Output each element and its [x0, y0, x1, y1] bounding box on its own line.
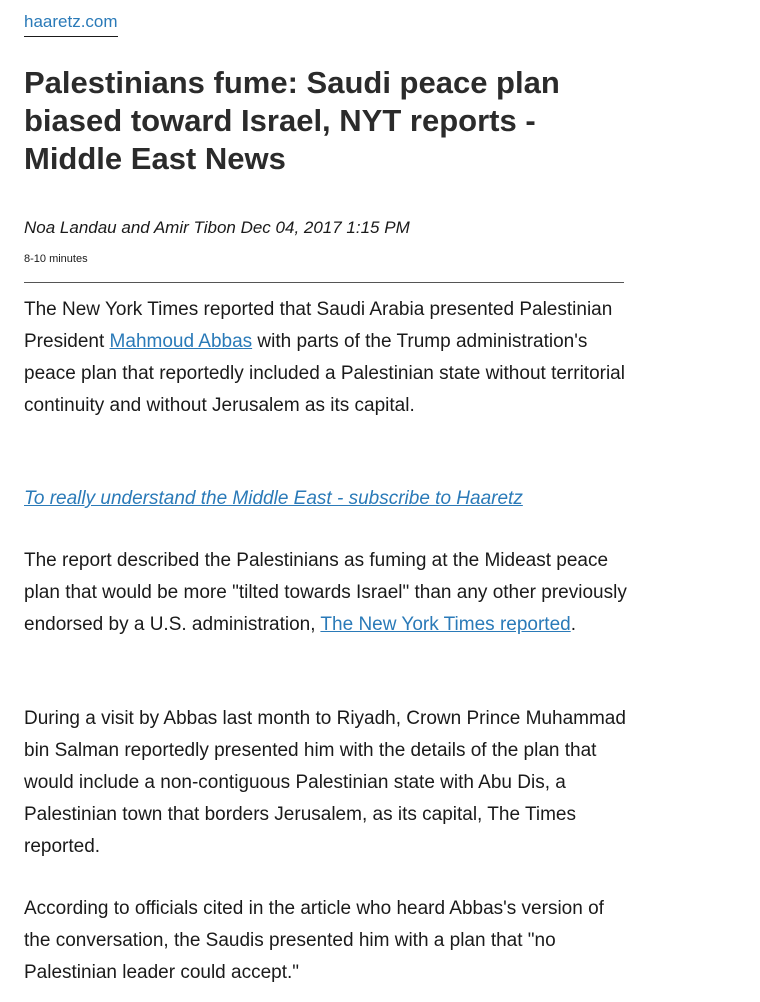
paragraph-2	[24, 545, 629, 641]
paragraph-2-text-after: .	[570, 614, 576, 635]
paragraph-1-text-after: with parts of the Trump administration's peace plan that reportedly included a Palestinian state without territorial continuity and without Jerusalem as its capital.	[24, 331, 625, 416]
mahmoud-abbas-link[interactable]: Mahmoud Abbas	[109, 331, 253, 352]
promo-paragraph	[24, 483, 629, 515]
paragraph-1	[24, 294, 629, 422]
read-time: 8-10 minutes	[24, 253, 88, 265]
paragraph-4: According to officials cited in the article who heard Abbas's version of the conversation, the Saudis presented him with a plan that "no Palestinian leader could accept."	[24, 898, 604, 983]
nyt-reported-link[interactable]: The New York Times reported	[320, 614, 571, 635]
article-byline: Noa Landau and Amir Tibon Dec 04, 2017 1:15 PM	[24, 218, 410, 237]
site-link[interactable]: haaretz.com	[24, 10, 118, 37]
subscribe-promo-link[interactable]: To really understand the Middle East - subscribe to Haaretz	[24, 488, 523, 509]
paragraph-3: During a visit by Abbas last month to Riyadh, Crown Prince Muhammad bin Salman reportedly presented him with the details of the plan that would include a non-contiguous Palestinian state with Abu Dis, a Palestinian town that borders Jerusalem, as its capital, The Times reported.	[24, 708, 626, 857]
paragraph-2-text-before: The report described the Palestinians as fuming at the Mideast peace plan that would be more "tilted towards Israel" than any other previously endorsed by a U.S. administration,	[24, 550, 627, 635]
paragraph-1-text-before: The New York Times reported that Saudi Arabia presented Palestinian President	[24, 299, 613, 352]
article-headline: Palestinians fume: Saudi peace plan biased toward Israel, NYT reports - Middle East News	[24, 65, 560, 176]
header-divider	[24, 282, 624, 283]
